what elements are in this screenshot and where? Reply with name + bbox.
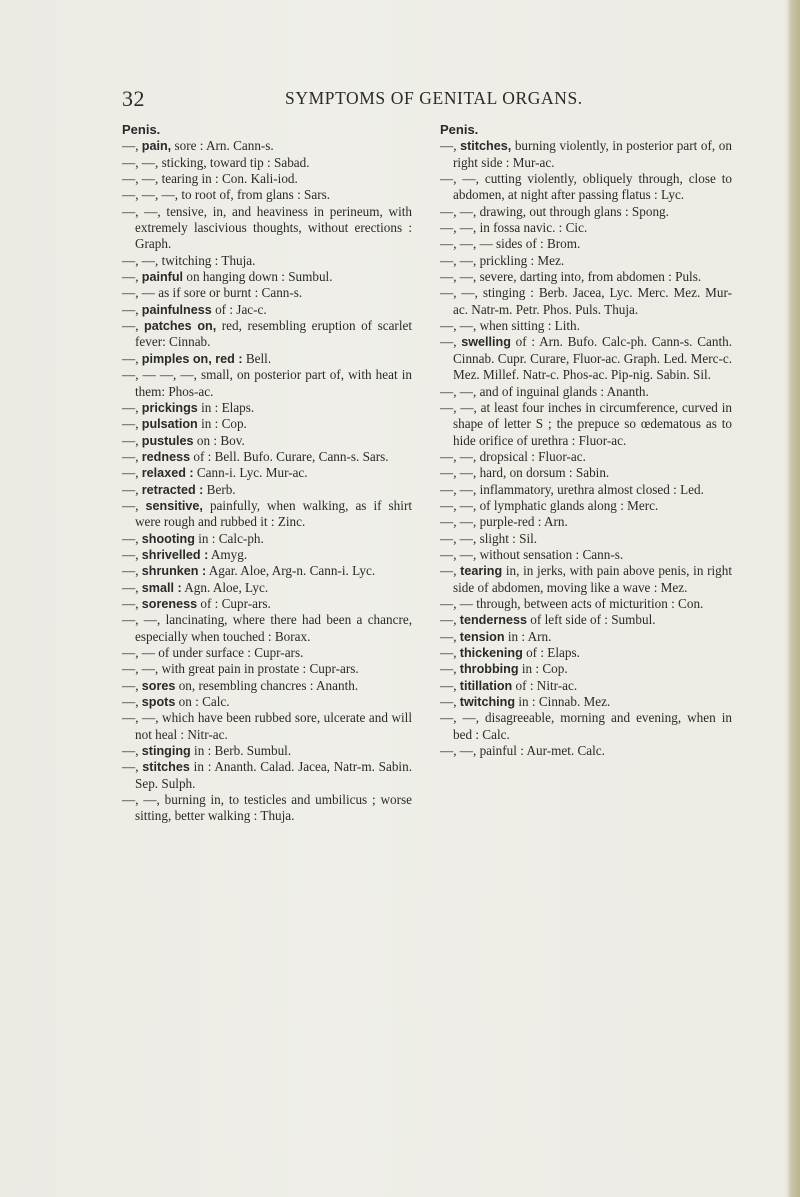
list-item	[440, 547, 732, 563]
entry-prefix: —, —,	[440, 252, 477, 268]
entry-prefix: —, —,	[440, 465, 477, 481]
entry-text: stinging : Berb. Jacea, Lyc. Merc. Mez. Mur-ac. Natr-m. Petr. Phos. Puls. Thuja.	[453, 285, 733, 317]
entry-prefix: —, —,	[440, 203, 477, 219]
entry-prefix: —,	[440, 612, 457, 628]
entry-prefix: —, —,	[440, 481, 477, 497]
entry-prefix: —, — —, —,	[122, 367, 197, 383]
entry-prefix: —,	[122, 563, 139, 579]
entry-prefix: —, —,	[440, 546, 477, 562]
entry-keyword: patches on,	[144, 319, 217, 334]
entry-text: of left side of : Sumbul.	[526, 612, 656, 628]
entry-text: in : Cop.	[197, 416, 247, 432]
entry-prefix: —, —,	[440, 497, 477, 513]
column-heading: Penis.	[440, 122, 479, 137]
entry-text: in : Arn.	[504, 628, 552, 644]
entry-text: at least four inches in circumference, curved in shape of letter S ; the prepuce so œdematous as to hide orifice of urethra : Fluor-ac.	[453, 399, 732, 448]
entry-list	[440, 138, 732, 759]
entry-text: disagreeable, morning and evening, when in bed : Calc.	[453, 710, 733, 742]
entry-keyword: pain,	[141, 139, 172, 154]
entry-keyword: pustules	[141, 433, 194, 448]
entry-text: in : Cinnab. Mez.	[515, 694, 611, 710]
entry-keyword: soreness	[141, 596, 198, 611]
entry-text: on hanging down : Sumbul.	[183, 269, 333, 285]
list-item	[122, 400, 412, 416]
entry-keyword: swelling	[461, 335, 511, 350]
entry-text: of : Jac-c.	[211, 301, 267, 317]
list-item	[122, 678, 412, 694]
list-item	[122, 792, 412, 825]
entry-prefix: —,	[440, 138, 457, 154]
page-number: 32	[122, 86, 145, 111]
entry-prefix: —,	[440, 661, 457, 677]
list-item	[122, 302, 412, 318]
entry-text: dropsical : Fluor-ac.	[476, 448, 586, 464]
list-item	[122, 498, 412, 531]
list-item	[122, 138, 412, 154]
list-item	[440, 612, 732, 628]
entry-prefix: —,	[122, 759, 139, 775]
list-item	[122, 596, 412, 612]
entry-keyword: titillation	[459, 678, 513, 693]
list-item	[122, 694, 412, 710]
entry-prefix: —,	[122, 579, 139, 595]
entry-prefix: —,	[440, 334, 457, 350]
page-edge	[786, 0, 800, 1197]
entry-keyword: spots	[141, 695, 176, 710]
entry-text: of : Bell. Bufo. Curare, Cann-s. Sars.	[190, 448, 389, 464]
list-item	[122, 482, 412, 498]
list-item	[440, 449, 732, 465]
list-item	[122, 187, 412, 203]
list-item	[122, 367, 412, 400]
entry-text: of : Nitr-ac.	[512, 677, 578, 693]
entry-text: on, resembling chancres : Ananth.	[175, 677, 359, 693]
entry-keyword: prickings	[141, 400, 198, 415]
entry-prefix: —, —, —,	[122, 187, 179, 203]
list-item	[440, 629, 732, 645]
entry-prefix: —,	[122, 301, 139, 317]
entry-prefix: —,	[122, 530, 139, 546]
entry-text: cutting violently, obliquely through, close to abdomen, at night after passing flatus : Lyc.	[453, 171, 732, 203]
entry-text: Berb.	[203, 481, 236, 497]
entry-text: Agn. Aloe, Lyc.	[181, 579, 269, 595]
column-heading: Penis.	[122, 122, 161, 137]
entry-prefix: —, —,	[122, 661, 159, 677]
entry-prefix: —,	[440, 677, 457, 693]
entry-prefix: —, —,	[440, 710, 480, 726]
entry-prefix: —,	[122, 285, 139, 301]
entry-prefix: —,	[122, 138, 139, 154]
entry-prefix: —, —,	[440, 269, 477, 285]
entry-prefix: —,	[122, 432, 139, 448]
entry-keyword: retracted :	[141, 482, 204, 497]
entry-text: in : Calc-ph.	[194, 530, 264, 546]
entry-text: in fossa navic. : Cic.	[476, 220, 588, 236]
list-item	[122, 155, 412, 171]
entry-text: purple-red : Arn.	[476, 514, 568, 530]
list-item	[122, 465, 412, 481]
entry-keyword: stitches,	[460, 139, 512, 154]
entry-prefix: —, —,	[122, 154, 159, 170]
list-item	[122, 433, 412, 449]
entry-text: inflammatory, urethra almost closed : Led.	[476, 481, 704, 497]
list-item	[440, 743, 732, 759]
page-title: SYMPTOMS OF GENITAL ORGANS.	[285, 88, 583, 108]
entry-keyword: pulsation	[141, 417, 198, 432]
entry-keyword: relaxed :	[141, 466, 194, 481]
entry-prefix: —, —,	[440, 220, 477, 236]
list-item	[440, 285, 732, 318]
entry-keyword: sores	[141, 678, 176, 693]
entry-text: burning violently, in posterior part of, on right side : Mur-ac.	[453, 138, 732, 170]
entry-text: hard, on dorsum : Sabin.	[476, 465, 610, 481]
entry-prefix: —,	[122, 416, 139, 432]
entry-prefix: —,	[122, 546, 139, 562]
entry-text: sore : Arn. Cann-s.	[171, 138, 274, 154]
entry-prefix: —,	[122, 399, 139, 415]
entry-text: painfully, when walking, as if shirt were rough and rubbed it : Zinc.	[135, 497, 412, 530]
list-item	[440, 318, 732, 334]
list-item	[122, 351, 412, 367]
list-item	[122, 449, 412, 465]
list-item	[122, 269, 412, 285]
entry-prefix: —, —,	[122, 792, 160, 808]
list-item	[440, 236, 732, 252]
list-item	[122, 531, 412, 547]
entry-prefix: —,	[122, 677, 139, 693]
list-item	[122, 645, 412, 661]
list-item	[440, 694, 732, 710]
entry-prefix: —, —,	[440, 383, 477, 399]
entry-text: — of under surface : Cupr-ars.	[138, 645, 304, 660]
entry-prefix: —,	[122, 694, 139, 710]
entry-prefix: —, —,	[122, 612, 161, 628]
entry-keyword: small :	[141, 580, 182, 595]
entry-text: tensive, in, and heaviness in perineum, with extremely lascivious thoughts, without erections : Graph.	[135, 203, 412, 252]
entry-text: of : Arn. Bufo. Calc-ph. Cann-s. Canth. Cinnab. Cupr. Curare, Fluor-ac. Graph. Led. Merc-c. Mez. Millef. Natr-c. Phos-ac. Pip-nig. Sabin. Sil.	[453, 334, 732, 383]
entry-prefix: —,	[122, 465, 139, 481]
left-column	[122, 122, 412, 825]
entry-text: lancinating, where there had been a chancre, especially when touched : Borax.	[135, 612, 412, 644]
list-item	[440, 171, 732, 204]
entry-keyword: thickening	[459, 646, 523, 660]
entry-text: red, resembling eruption of scarlet fever: Cinnab.	[135, 318, 413, 350]
list-item	[122, 759, 412, 792]
entry-prefix: —, —,	[440, 171, 479, 187]
list-item	[440, 253, 732, 269]
entry-prefix: —,	[122, 269, 139, 285]
entry-text: which have been rubbed sore, ulcerate and will not heal : Nitr-ac.	[135, 710, 413, 742]
entry-text: twitching : Thuja.	[158, 252, 256, 268]
entry-prefix: —,	[122, 595, 139, 611]
entry-prefix: —,	[440, 645, 457, 660]
entry-text: small, on posterior part of, with heat in them: Phos-ac.	[135, 367, 412, 399]
entry-keyword: redness	[141, 449, 191, 464]
list-item	[122, 416, 412, 432]
entry-text: with great pain in prostate : Cupr-ars.	[158, 661, 359, 677]
entry-prefix: —, —,	[440, 514, 477, 530]
list-item	[440, 384, 732, 400]
entry-text: painful : Aur-met. Calc.	[476, 743, 605, 759]
entry-text: severe, darting into, from abdomen : Puls.	[476, 269, 702, 285]
list-item	[440, 220, 732, 236]
entry-prefix: —,	[122, 350, 139, 366]
entry-prefix: —,	[440, 595, 457, 611]
list-item	[440, 563, 732, 596]
list-item	[440, 400, 732, 449]
list-item	[122, 171, 412, 187]
entry-text: of : Elaps.	[522, 645, 580, 660]
entry-prefix: —,	[440, 563, 457, 579]
entry-text: and of inguinal glands : Ananth.	[476, 383, 649, 399]
entry-prefix: —,	[440, 694, 457, 710]
entry-prefix: —, —,	[122, 710, 159, 726]
entry-text: drawing, out through glans : Spong.	[476, 203, 669, 219]
entry-prefix: —,	[122, 318, 139, 334]
entry-keyword: pimples on, red :	[141, 351, 243, 366]
list-item	[122, 743, 412, 759]
list-item	[440, 645, 732, 661]
entry-keyword: twitching	[459, 695, 516, 710]
list-item	[122, 612, 412, 645]
entry-keyword: stinging	[141, 744, 191, 759]
entry-text: in : Ananth. Calad. Jacea, Natr-m. Sabin. Sep. Sulph.	[135, 759, 412, 791]
entry-text: prickling : Mez.	[476, 252, 565, 268]
entry-text: without sensation : Cann-s.	[476, 546, 624, 562]
entry-list	[122, 138, 412, 824]
list-item	[440, 204, 732, 220]
list-item	[122, 580, 412, 596]
entry-text: in : Berb. Sumbul.	[190, 743, 292, 759]
entry-text: — sides of : Brom.	[476, 236, 581, 252]
entry-prefix: —, —,	[440, 399, 477, 415]
entry-text: — as if sore or burnt : Cann-s.	[138, 285, 303, 301]
entry-text: burning in, to testicles and umbilicus ; worse sitting, better walking : Thuja.	[135, 792, 413, 824]
entry-keyword: painful	[141, 270, 184, 285]
entry-prefix: —, —,	[440, 318, 477, 334]
entry-keyword: shrivelled :	[141, 547, 209, 562]
entry-text: of lymphatic glands along : Merc.	[476, 497, 659, 513]
list-item	[440, 678, 732, 694]
entry-keyword: stitches	[142, 760, 190, 775]
entry-keyword: shooting	[141, 531, 195, 546]
entry-keyword: shrunken :	[141, 564, 207, 579]
entry-text: on : Bov.	[193, 432, 245, 448]
entry-text: to root of, from glans : Sars.	[178, 187, 331, 203]
entry-text: slight : Sil.	[476, 530, 538, 546]
list-item	[122, 253, 412, 269]
list-item	[122, 204, 412, 253]
list-item	[122, 285, 412, 301]
list-item	[122, 661, 412, 677]
list-item	[440, 138, 732, 171]
entry-text: sticking, toward tip : Sabad.	[158, 154, 310, 170]
list-item	[122, 563, 412, 579]
entry-prefix: —, —,	[440, 448, 477, 464]
list-item	[440, 334, 732, 383]
entry-keyword: tenderness	[459, 613, 527, 628]
list-item	[440, 596, 732, 612]
list-item	[122, 318, 412, 351]
list-item	[122, 547, 412, 563]
entry-keyword: tension	[459, 629, 505, 644]
entry-text: in : Elaps.	[197, 399, 255, 415]
running-head	[0, 86, 800, 110]
entry-text: of : Cupr-ars.	[197, 595, 271, 611]
entry-prefix: —, —,	[122, 252, 159, 268]
list-item	[122, 710, 412, 743]
entry-text: in : Cop.	[518, 661, 568, 677]
list-item	[440, 531, 732, 547]
entry-keyword: sensitive,	[145, 498, 203, 513]
list-item	[440, 269, 732, 285]
list-item	[440, 465, 732, 481]
entry-text: Amyg.	[208, 546, 248, 562]
entry-text: when sitting : Lith.	[476, 318, 580, 334]
entry-keyword: throbbing	[459, 662, 519, 677]
list-item	[440, 514, 732, 530]
entry-prefix: —, —,	[440, 285, 478, 301]
entry-prefix: —,	[122, 743, 139, 759]
entry-prefix: —, —,	[122, 203, 161, 219]
right-column	[440, 122, 732, 759]
entry-keyword: tearing	[460, 564, 503, 579]
entry-text: on : Calc.	[175, 694, 230, 710]
entry-text: tearing in : Con. Kali-iod.	[158, 171, 298, 187]
entry-text: Bell.	[242, 350, 272, 366]
entry-prefix: —,	[122, 481, 139, 497]
entry-prefix: —, —,	[440, 743, 477, 759]
entry-text: Agar. Aloe, Arg-n. Cann-i. Lyc.	[206, 563, 376, 579]
list-item	[440, 498, 732, 514]
list-item	[440, 661, 732, 677]
entry-text: in, in jerks, with pain above penis, in right side of abdomen, moving like a wave : Mez.	[453, 563, 732, 595]
entry-prefix: —,	[122, 497, 139, 513]
entry-keyword: painfulness	[141, 302, 212, 317]
entry-prefix: —,	[122, 645, 139, 660]
entry-prefix: —,	[440, 628, 457, 644]
entry-prefix: —, —,	[440, 236, 477, 252]
entry-text: Cann-i. Lyc. Mur-ac.	[193, 465, 308, 481]
entry-prefix: —, —,	[440, 530, 477, 546]
list-item	[440, 710, 732, 743]
list-item	[440, 482, 732, 498]
entry-prefix: —,	[122, 448, 139, 464]
entry-prefix: —, —,	[122, 171, 159, 187]
entry-text: — through, between acts of micturition : Con.	[456, 595, 704, 611]
